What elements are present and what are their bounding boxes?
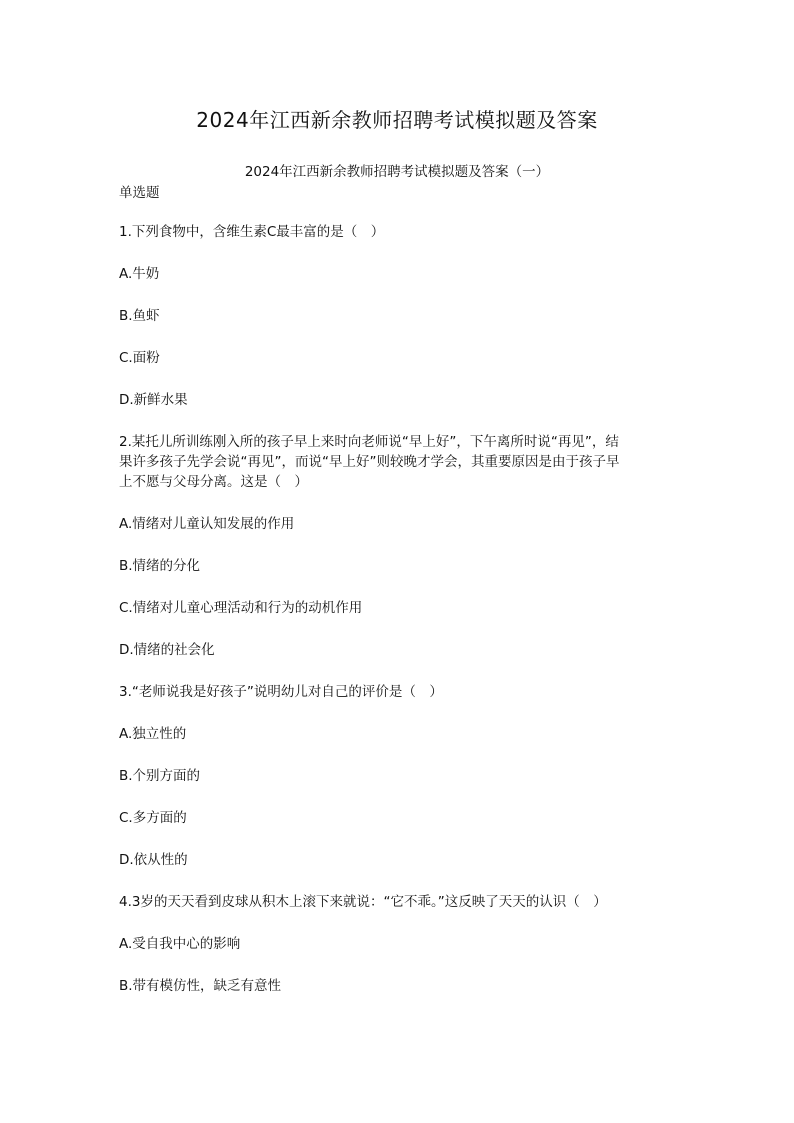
question-3-stem: 3.“老师说我是好孩子”说明幼儿对自己的评价是（ ）	[119, 684, 443, 700]
section-label: 单选题	[119, 185, 160, 201]
question-1-option-d: D.新鲜水果	[119, 392, 188, 408]
question-1-option-a: A.牛奶	[119, 266, 160, 282]
question-3-option-a: A.独立性的	[119, 726, 187, 742]
question-4-stem: 4.3岁的天天看到皮球从积木上滚下来就说：“它不乖。”这反映了天天的认识（ ）	[119, 894, 607, 910]
question-1-stem: 1.下列食物中，含维生素C最丰富的是（ ）	[119, 224, 385, 240]
question-2-option-c: C.情绪对儿童心理活动和行为的动机作用	[119, 600, 363, 616]
page-title: 2024年江西新余教师招聘考试模拟题及答案	[196, 108, 598, 132]
question-2-option-b: B.情绪的分化	[119, 558, 201, 574]
question-3-option-b: B.个别方面的	[119, 768, 201, 784]
question-2-stem-line-3: 上不愿与父母分离。这是（ ）	[119, 474, 308, 490]
question-2-option-a: A.情绪对儿童认知发展的作用	[119, 516, 295, 532]
question-list	[119, 222, 679, 996]
question-1-option-c: C.面粉	[119, 350, 160, 366]
question-3-option-c: C.多方面的	[119, 810, 187, 826]
question-2-option-d: D.情绪的社会化	[119, 642, 215, 658]
page-subtitle: 2024年江西新余教师招聘考试模拟题及答案（一）	[244, 164, 550, 180]
question-1-option-b: B.鱼虾	[119, 308, 160, 324]
question-2-stem-line-2: 果许多孩子先学会说“再见”，而说“早上好”则较晚才学会，其重要原因是由于孩子早	[119, 454, 620, 470]
question-4-option-a: A.受自我中心的影响	[119, 936, 241, 952]
question-4-option-b: B.带有模仿性，缺乏有意性	[119, 978, 282, 994]
question-2-stem-line-1: 2.某托儿所训练刚入所的孩子早上来时向老师说“早上好”，下午离所时说“再见”，结	[119, 434, 619, 450]
question-3-option-d: D.依从性的	[119, 852, 188, 868]
